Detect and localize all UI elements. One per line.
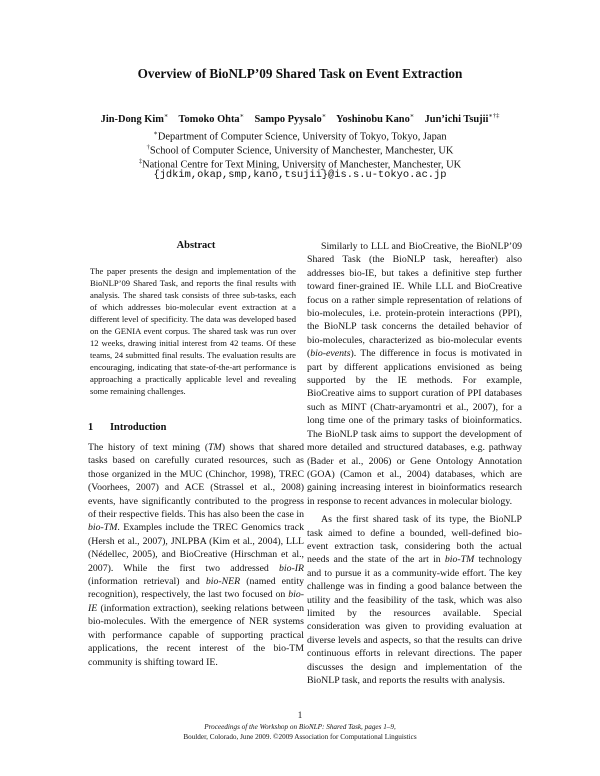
- author: Jin-Dong Kim∗: [100, 113, 169, 126]
- affiliation: †School of Computer Science, University of Manchester, Manchester, UK: [146, 144, 454, 157]
- author: Tomoko Ohta∗: [178, 113, 245, 126]
- copyright-line: Boulder, Colorado, June 2009. ©2009 Association for Computational Linguistics: [183, 733, 417, 741]
- intro-right-column: [307, 240, 522, 687]
- author-email: {jdkim,okap,smp,kano,tsujii}@is.s.u-tokyo.ac.jp: [153, 169, 447, 181]
- paper-title: Overview of BioNLP’09 Shared Task on Event Extraction: [137, 66, 463, 81]
- proceedings-line: Proceedings of the Workshop on BioNLP: Shared Task, pages 1–9,: [204, 723, 396, 731]
- author: Yoshinobu Kano∗: [336, 113, 415, 126]
- abstract-text: The paper presents the design and implementation of the BioNLP’09 Shared Task, and reports the final results with analysis. The shared task consists of three sub-tasks, each of which addresses bio-molecular event extraction at a different level of specificity. The data was developed based on the GENIA event corpus. The shared task was run over 12 weeks, drawing initial interest from 42 teams. Of these teams, 24 submitted final results. The evaluation results are encouraging, indicating that state-of-the-art performance is approaching a practically applicable level and revealing some remaining challenges.: [90, 266, 296, 396]
- author: Sampo Pyysalo∗: [254, 113, 327, 126]
- affiliation: ‡National Centre for Text Mining, University of Manchester, Manchester, UK: [138, 158, 462, 171]
- author: Jun’ichi Tsujii∗†‡: [424, 113, 500, 126]
- paragraph: Similarly to LLL and BioCreative, the BioNLP’09 Shared Task (the BioNLP task, hereafter) also addresses bio-IE, but takes a definitive step further toward finer-grained IE. While LLL and BioCreative focus on a rather simple representation of relations of bio-molecules, i.e. protein-protein interactions (PPI), the BioNLP task concerns the detailed behavior of bio-molecules, characterized as bio-molecular events (bio-events). The difference in focus is motivated in part by different applications envisioned as being supported by the IE methods. For example, BioCreative aims to support curation of PPI databases such as MINT (Chatr-aryamontri et al., 2007), for a long time one of the primary tasks of bioinformatics. The BioNLP task aims to support the development of more detailed and structured databases, e.g. pathway (Bader et al., 2006) or Gene Ontology Annotation (GOA) (Camon et al., 2004) databases, which are gaining increasing interest in bioinformatics research in response to recent advances in molecular biology.: [307, 241, 522, 507]
- affiliation: ∗Department of Computer Science, University of Tokyo, Tokyo, Japan: [153, 130, 447, 143]
- paragraph: The history of text mining (TM) shows that shared tasks based on carefully curated resources, such as those organized in the MUC (Chinchor, 1998), TREC (Voorhees, 2007) and ACE (Strassel et al., 2008) events, have significantly contributed to the progress of their respective fields. This has also been the case in bio-TM. Examples include the TREC Genomics track (Hersh et al., 2007), JNLPBA (Kim et al., 2004), LLL (Nédellec, 2005), and BioCreative (Hirschman et al., 2007). While the first two addressed bio-IR (information retrieval) and bio-NER (named entity recognition), respectively, the last two focused on bio-IE (information extraction), seeking relations between bio-molecules. With the emergence of NER systems with performance capable of supporting practical applications, the recent interest of the bio-TM community is shifting toward IE.: [88, 442, 304, 668]
- paragraph: As the first shared task of its type, the BioNLP task aimed to define a bounded, well-defined bio-event extraction task, considering both the actual needs and the state of the art in bio-TM technology and to pursue it as a community-wide effort. The key challenge was in finding a good balance between the utility and the feasibility of the task, which was also limited by the resources available. Special consideration was given to providing evaluation at diverse levels and aspects, so that the results can drive continuous efforts in relevant directions. The paper discusses the design and implementation of the BioNLP task, and reports the results with analysis.: [307, 514, 522, 686]
- abstract-heading: Abstract: [176, 240, 216, 251]
- author-list: [0, 110, 600, 126]
- intro-left-column: [88, 441, 304, 669]
- page-number: 1: [297, 710, 303, 720]
- section-heading: 1 Introduction: [88, 422, 167, 433]
